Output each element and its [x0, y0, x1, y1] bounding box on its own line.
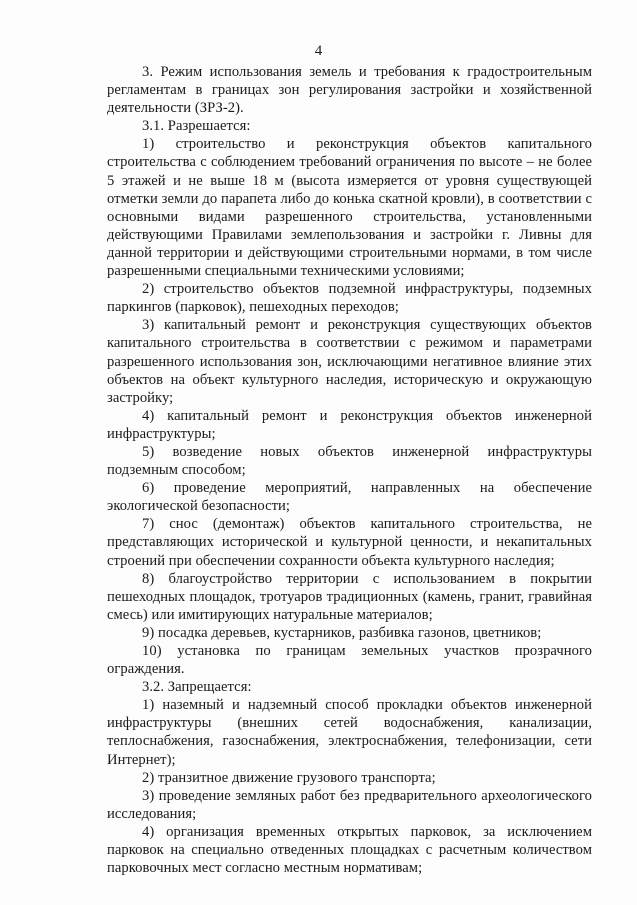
allowed-item-4: 4) капитальный ремонт и реконструкция объектов инженерной инфраструктуры; [107, 407, 592, 442]
section-3-heading: 3. Режим использования земель и требования к градостроительным регламентам в границах зон регулирования застройки и хозяйственной деятельности (ЗРЗ-2). [107, 64, 592, 117]
allowed-item-6: 6) проведение мероприятий, направленных на обеспечение экологической безопасности; [107, 480, 592, 515]
prohibited-item-1: 1) наземный и надземный способ прокладки объектов инженерной инфраструктуры (внешних сетей водоснабжения, канализации, теплоснабжения, газоснабжения, электроснабжения, телефонизации, сети Интернет); [107, 697, 592, 768]
prohibited-item-2: 2) транзитное движение грузового транспорта; [142, 769, 436, 786]
document-body [107, 63, 592, 877]
allowed-item-8: 8) благоустройство территории с использованием в покрытии пешеходных площадок, тротуаров традиционных (камень, гранит, гравийная смесь) или имитирующих натуральные материалов; [107, 570, 592, 623]
subsection-3-1-heading: 3.1. Разрешается: [142, 118, 251, 135]
allowed-item-10: 10) установка по границам земельных участков прозрачного ограждения. [107, 643, 592, 678]
page-number: 4 [314, 43, 323, 59]
prohibited-item-3: 3) проведение земляных работ без предварительного археологического исследования; [107, 787, 592, 822]
allowed-item-3: 3) капитальный ремонт и реконструкция существующих объектов капитального строительства в соответствии с режимом и параметрами разрешенного использования зон, исключающими негативное влияние этих объектов на объект культурного наследия, историческую и окружающую застройку; [107, 317, 592, 406]
prohibited-item-4: 4) организация временных открытых парковок, за исключением парковок на специально отведенных площадках с расчетным количеством парковочных мест согласно местным нормативам; [107, 823, 592, 877]
allowed-item-7: 7) снос (демонтаж) объектов капитального строительства, не представляющих исторической и культурной ценности, и некапитальных строений при обеспечении сохранности объекта культурного наследия; [107, 516, 592, 569]
allowed-item-1: 1) строительство и реконструкция объектов капитального строительства с соблюдением требований ограничения по высоте – не более 5 этажей и не выше 18 м (высота измеряется от уровня существующей отметки земли до парапета либо до конька скатной кровли), в соответствии с основными видами разрешенного строительства, установленными действующими Правилами землепользования и застройки г. Ливны для данной территории и действующими строительными нормами, в том числе разрешенными специальными техническими условиями; [107, 136, 592, 280]
allowed-item-2: 2) строительство объектов подземной инфраструктуры, подземных паркингов (парковок), пешеходных переходов; [107, 281, 592, 316]
allowed-item-5: 5) возведение новых объектов инженерной инфраструктуры подземным способом; [107, 443, 592, 479]
subsection-3-2-heading: 3.2. Запрещается: [142, 679, 252, 696]
allowed-item-9: 9) посадка деревьев, кустарников, разбивка газонов, цветников; [142, 624, 542, 641]
